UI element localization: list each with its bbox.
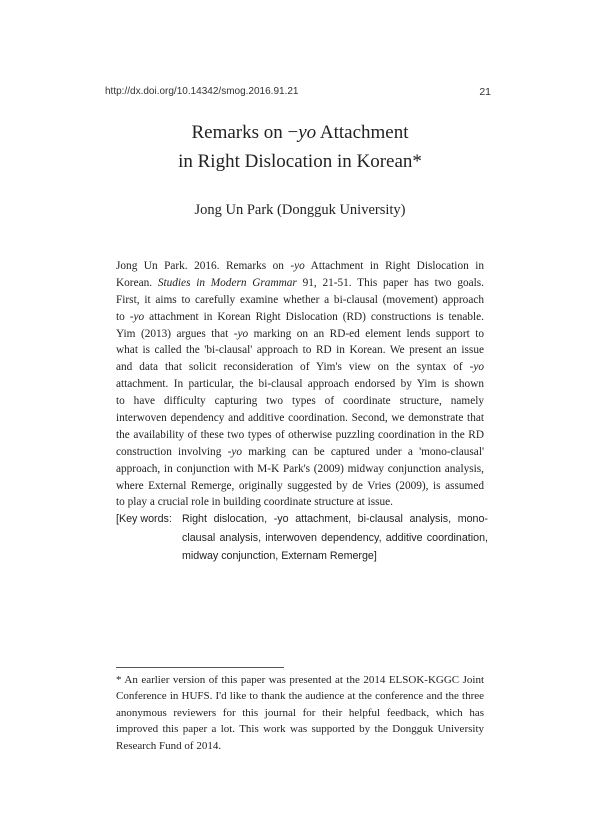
abstract-text: 91, 21-51. This paper has two goals. bbox=[296, 276, 484, 289]
abstract-line bbox=[116, 258, 484, 275]
keywords-line: clausal analysis, interwoven dependency, additive coordination, bbox=[182, 531, 488, 544]
abstract-line: First, it aims to carefully examine whether a bi-clausal (movement) approach bbox=[116, 293, 484, 306]
abstract-italic: -yo bbox=[469, 361, 484, 374]
abstract-line: to play a crucial role in building coordinate structure at issue. bbox=[116, 496, 393, 509]
abstract-line bbox=[116, 275, 484, 292]
paper-title-line-1 bbox=[0, 119, 600, 146]
keywords-label: [Key words: bbox=[116, 513, 172, 525]
abstract-line: approach, in conjunction with M-K Park's (2009) midway conjunction analysis, bbox=[116, 462, 484, 475]
footnote bbox=[116, 672, 484, 754]
footnote-line: * An earlier version of this paper was presented at the 2014 ELSOK-KGGC Joint bbox=[116, 674, 484, 686]
abstract-line bbox=[116, 359, 484, 376]
title-dash: − bbox=[287, 122, 299, 143]
abstract-text: attachment in Korean Right Dislocation (RD) constructions is tenable. bbox=[144, 310, 484, 323]
doi-link[interactable]: http://dx.doi.org/10.14342/smog.2016.91.21 bbox=[105, 86, 299, 97]
abstract-line: interwoven dependency and additive coordination. Second, we demonstrate that bbox=[116, 412, 484, 425]
keywords-line: midway conjunction, Externam Remerge] bbox=[182, 550, 377, 562]
abstract bbox=[116, 258, 484, 511]
abstract-line: attachment. In particular, the bi-clausal approach endorsed by Yim is shown bbox=[116, 378, 484, 391]
title-text-post: Attachment bbox=[316, 122, 409, 143]
abstract-italic: -yo bbox=[227, 445, 243, 458]
keywords-list bbox=[182, 510, 488, 566]
title-text-pre: Remarks on bbox=[191, 122, 288, 143]
abstract-italic: -yo bbox=[233, 327, 249, 340]
abstract-line: the availability of these two types of otherwise puzzling coordination in the RD bbox=[116, 428, 484, 441]
footnote-line: improved this paper a lot. This work was supported by the Dongguk University bbox=[116, 723, 484, 736]
page-number: 21 bbox=[479, 86, 491, 98]
title-suffix-yo: yo bbox=[298, 122, 317, 143]
abstract-text: marking can be captured under a 'mono-clausal' bbox=[242, 445, 484, 458]
abstract-line bbox=[116, 326, 484, 343]
journal-name: Studies in Modern Grammar bbox=[157, 276, 297, 289]
abstract-text: to bbox=[116, 310, 130, 323]
abstract-text: Yim (2013) argues that bbox=[116, 327, 234, 340]
footnote-line: anonymous reviewers for this journal for their helpful feedback, which has bbox=[116, 706, 484, 719]
abstract-text: Korean. bbox=[116, 276, 158, 289]
abstract-line bbox=[116, 444, 484, 461]
abstract-line bbox=[116, 309, 484, 326]
abstract-line: to have difficulty capturing two types of coordinate structure, namely bbox=[116, 395, 484, 408]
keywords-line: Right dislocation, -yo attachment, bi-clausal analysis, mono- bbox=[182, 513, 488, 525]
abstract-line: what is called the 'bi-clausal' approach to RD in Korean. We present an issue bbox=[116, 344, 484, 357]
paper-title-line-2: in Right Dislocation in Korean* bbox=[178, 151, 422, 172]
footnote-divider bbox=[116, 667, 284, 668]
footnote-line: Conference in HUFS. I'd like to thank the audience at the conference and the three bbox=[116, 690, 484, 703]
abstract-text: and data that solicit reconsideration of Yim's view on the syntax of bbox=[116, 361, 470, 374]
abstract-text: construction involving bbox=[116, 445, 228, 458]
abstract-text: marking on an RD-ed element lends support to bbox=[248, 327, 484, 340]
footnote-line: Research Fund of 2014. bbox=[116, 739, 222, 752]
author-line: Jong Un Park (Dongguk University) bbox=[194, 202, 406, 218]
abstract-text: Jong Un Park. 2016. Remarks on bbox=[116, 260, 291, 272]
abstract-italic: -yo bbox=[129, 310, 145, 323]
abstract-text: Attachment in Right Dislocation in bbox=[304, 260, 485, 272]
abstract-line: where External Remerge, originally suggested by de Vries (2009), is assumed bbox=[116, 479, 484, 492]
abstract-italic: -yo bbox=[290, 260, 305, 272]
